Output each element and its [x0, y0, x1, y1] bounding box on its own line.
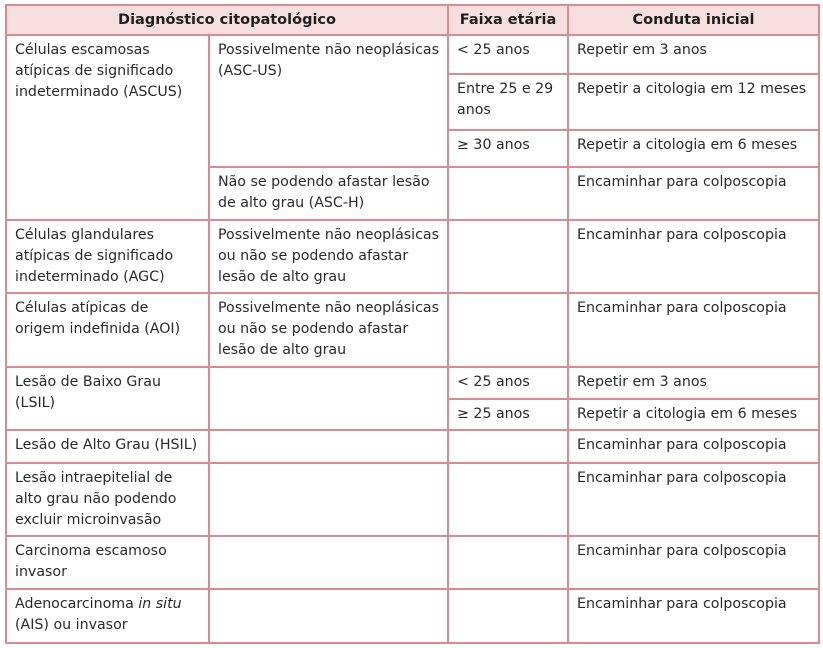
age-cell: [448, 463, 568, 536]
table-row: [6, 430, 819, 463]
category-agc: Células glandulares atípicas de significado indeterminado (AGC): [6, 220, 209, 293]
subtype-cell: Possivelmente não neoplásicas ou não se podendo afastar lesão de alto grau: [209, 293, 448, 367]
age-cell: ≥ 30 anos: [448, 130, 568, 167]
subtype-cell: [209, 589, 448, 643]
category-hsil: Lesão de Alto Grau (HSIL): [6, 430, 209, 463]
conduct-cell: Encaminhar para colposcopia: [568, 430, 819, 463]
category-ais: [6, 589, 209, 643]
category-ais-prefix: Adenocarcinoma: [15, 596, 139, 612]
age-cell: < 25 anos: [448, 35, 568, 74]
category-ais-in-situ: in situ: [138, 596, 182, 612]
subtype-asc-h: Não se podendo afastar lesão de alto grau (ASC-H): [209, 167, 448, 220]
age-cell: [448, 167, 568, 220]
conduct-cell: Repetir a citologia em 12 meses: [568, 74, 819, 130]
header-conduta-inicial: Conduta inicial: [568, 5, 819, 35]
subtype-cell: [209, 536, 448, 589]
category-ais-suffix: (AIS) ou invasor: [15, 617, 128, 633]
citopathology-conduct-table: [5, 4, 820, 644]
conduct-cell: Encaminhar para colposcopia: [568, 293, 819, 367]
table-row: [6, 293, 819, 367]
category-ascus: Células escamosas atípicas de significado indeterminado (ASCUS): [6, 35, 209, 220]
age-cell: ≥ 25 anos: [448, 399, 568, 430]
conduct-cell: Encaminhar para colposcopia: [568, 220, 819, 293]
age-cell: < 25 anos: [448, 367, 568, 399]
age-cell: [448, 536, 568, 589]
age-cell: Entre 25 e 29 anos: [448, 74, 568, 130]
category-aoi: Células atípicas de origem indefinida (AOI): [6, 293, 209, 367]
category-carcinoma: Carcinoma escamoso invasor: [6, 536, 209, 589]
conduct-cell: Repetir em 3 anos: [568, 35, 819, 74]
conduct-cell: Repetir em 3 anos: [568, 367, 819, 399]
table-row: [6, 220, 819, 293]
conduct-cell: Encaminhar para colposcopia: [568, 463, 819, 536]
conduct-cell: Repetir a citologia em 6 meses: [568, 130, 819, 167]
conduct-cell: Encaminhar para colposcopia: [568, 167, 819, 220]
subtype-asc-us: Possivelmente não neoplásicas (ASC-US): [209, 35, 448, 167]
table-header-row: [6, 5, 819, 35]
table-row: [6, 367, 819, 399]
category-lsil: Lesão de Baixo Grau (LSIL): [6, 367, 209, 430]
table-row: [6, 536, 819, 589]
table-row: [6, 589, 819, 643]
subtype-cell: [209, 463, 448, 536]
age-cell: [448, 293, 568, 367]
subtype-cell: [209, 367, 448, 430]
table-row: [6, 463, 819, 536]
category-microinvasao: Lesão intraepitelial de alto grau não podendo excluir microinvasão: [6, 463, 209, 536]
conduct-cell: Repetir a citologia em 6 meses: [568, 399, 819, 430]
age-cell: [448, 220, 568, 293]
age-cell: [448, 430, 568, 463]
table-row: [6, 35, 819, 74]
age-cell: [448, 589, 568, 643]
header-faixa-etaria: Faixa etária: [448, 5, 568, 35]
subtype-cell: [209, 430, 448, 463]
header-diagnostico: Diagnóstico citopatológico: [6, 5, 448, 35]
conduct-cell: Encaminhar para colposcopia: [568, 536, 819, 589]
subtype-cell: Possivelmente não neoplásicas ou não se podendo afastar lesão de alto grau: [209, 220, 448, 293]
conduct-cell: Encaminhar para colposcopia: [568, 589, 819, 643]
